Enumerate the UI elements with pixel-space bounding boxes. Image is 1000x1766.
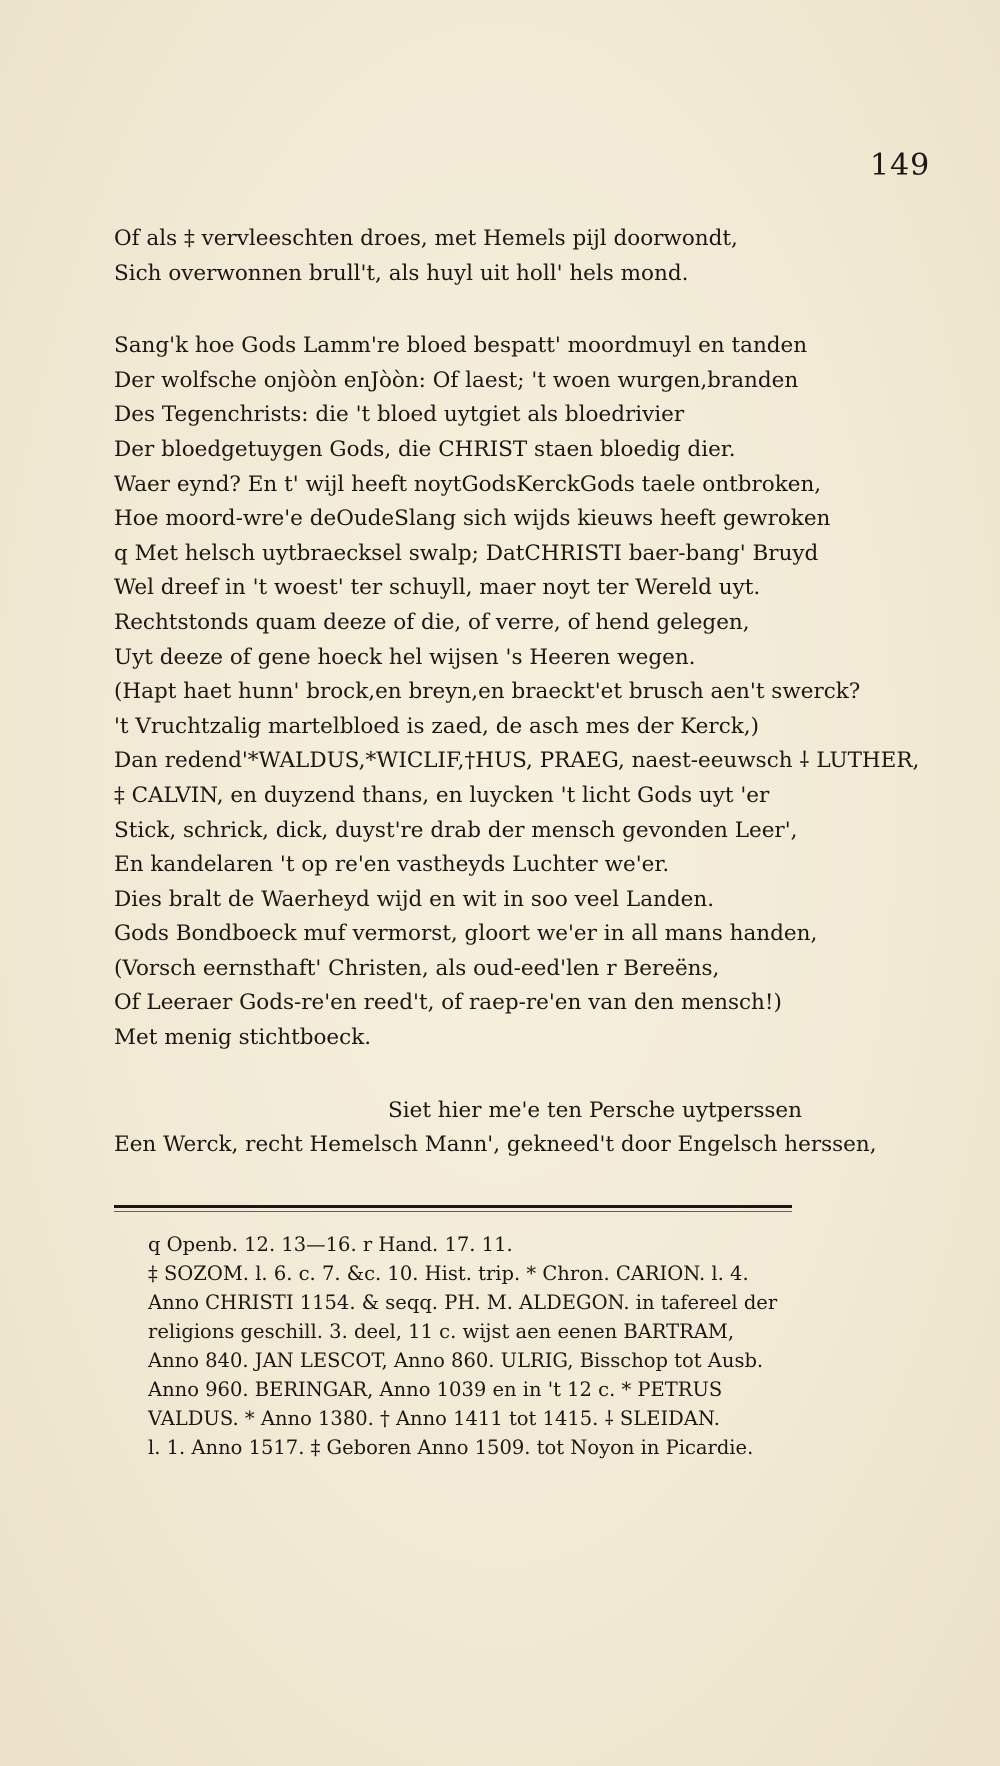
- poem-line: Rechtstonds quam deeze of die, of verre, of hend gelegen,: [114, 609, 750, 635]
- poem-line: Wel dreef in 't woest' ter schuyll, maer noyt ter Wereld uyt.: [114, 575, 761, 601]
- footnote-line: VALDUS. * Anno 1380. † Anno 1411 tot 1415. ⸸ SLEIDAN.: [148, 1407, 720, 1430]
- footnote-line: Anno CHRISTI 1154. & seqq. PH. M. ALDEGON. in tafereel der: [148, 1291, 778, 1314]
- poem-line: (Vorsch eernsthaft' Christen, als oud-eed'len r Bereëns,: [114, 955, 720, 981]
- poem-line: Sang'k hoe Gods Lamm're bloed bespatt' moordmuyl en tanden: [114, 333, 808, 359]
- poem-line: (Hapt haet hunn' brock,en breyn,en braeckt'et brusch aen't swerck?: [114, 679, 861, 705]
- footnote-rule-thin: [114, 1211, 792, 1212]
- footnotes: [148, 1230, 948, 1462]
- poem-line: En kandelaren 't op re'en vastheyds Luchter we'er.: [114, 852, 670, 878]
- poem-line: Een Werck, recht Hemelsch Mann', gekneed't door Engelsch herssen,: [114, 1132, 877, 1158]
- poem-line: ‡ CALVIN, en duyzend thans, en luycken 't licht Gods uyt 'er: [114, 782, 770, 808]
- poem-line: 't Vruchtzalig martelbloed is zaed, de asch mes der Kerck,): [114, 713, 759, 739]
- poem-line: Der bloedgetuygen Gods, die CHRIST staen bloedig dier.: [114, 436, 736, 462]
- poem-line: q Met helsch uytbraecksel swalp; DatCHRISTI baer-bang' Bruyd: [114, 540, 819, 566]
- poem-line: Des Tegenchrists: die 't bloed uytgiet als bloedrivier: [114, 402, 685, 428]
- poem-line: Met menig stichtboeck.: [114, 1025, 372, 1051]
- footnote-line: l. 1. Anno 1517. ‡ Geboren Anno 1509. tot Noyon in Picardie.: [148, 1436, 754, 1459]
- footnote-line: q Openb. 12. 13—16. r Hand. 17. 11.: [148, 1233, 513, 1256]
- stanza-gap: [114, 1056, 964, 1094]
- poem-line: Of Leeraer Gods-re'en reed't, of raep-re'en van den mensch!): [114, 990, 782, 1016]
- poem-line: Waer eynd? En t' wijl heeft noytGodsKerckGods taele ontbroken,: [114, 471, 822, 497]
- footnote-line: Anno 840. JAN LESCOT, Anno 860. ULRIG, Bisschop tot Ausb.: [148, 1349, 764, 1372]
- poem-line: Dies bralt de Waerheyd wijd en wit in soo veel Landen.: [114, 886, 715, 912]
- poem-line: Hoe moord-wre'e deOudeSlang sich wijds kieuws heeft gewroken: [114, 506, 831, 532]
- poem-line: Uyt deeze of gene hoeck hel wijsen 's Heeren wegen.: [114, 644, 696, 670]
- poem-line: Dan redend'*WALDUS,*WICLIF,†HUS, PRAEG, naest-eeuwsch ⸸ LUTHER,: [114, 748, 920, 774]
- footnote-line: religions geschill. 3. deel, 11 c. wijst aen eenen BARTRAM,: [148, 1320, 735, 1343]
- poem-line: Gods Bondboeck muf vermorst, gloort we'er in all mans handen,: [114, 921, 818, 947]
- poem-line: Der wolfsche onjòòn enJòòn: Of laest; 't woen wurgen,branden: [114, 367, 799, 393]
- poem-line: Sich overwonnen brull't, als huyl uit holl' hels mond.: [114, 260, 689, 286]
- poem-line: Stick, schrick, dick, duyst're drab der mensch gevonden Leer',: [114, 817, 798, 843]
- page-number: 149: [870, 148, 931, 183]
- poem-line: Of als ‡ vervleeschten droes, met Hemels pijl doorwondt,: [114, 226, 738, 251]
- footnote-line: Anno 960. BERINGAR, Anno 1039 en in 't 12 c. * PETRUS: [148, 1378, 723, 1401]
- footnote-rule: [114, 1205, 792, 1208]
- footnote-line: ‡ SOZOM. l. 6. c. 7. &c. 10. Hist. trip. * Chron. CARION. l. 4.: [148, 1262, 749, 1285]
- poem-line: Siet hier me'e ten Persche uytperssen: [388, 1097, 803, 1123]
- poem-text: [114, 222, 964, 1163]
- stanza-gap: [114, 291, 964, 329]
